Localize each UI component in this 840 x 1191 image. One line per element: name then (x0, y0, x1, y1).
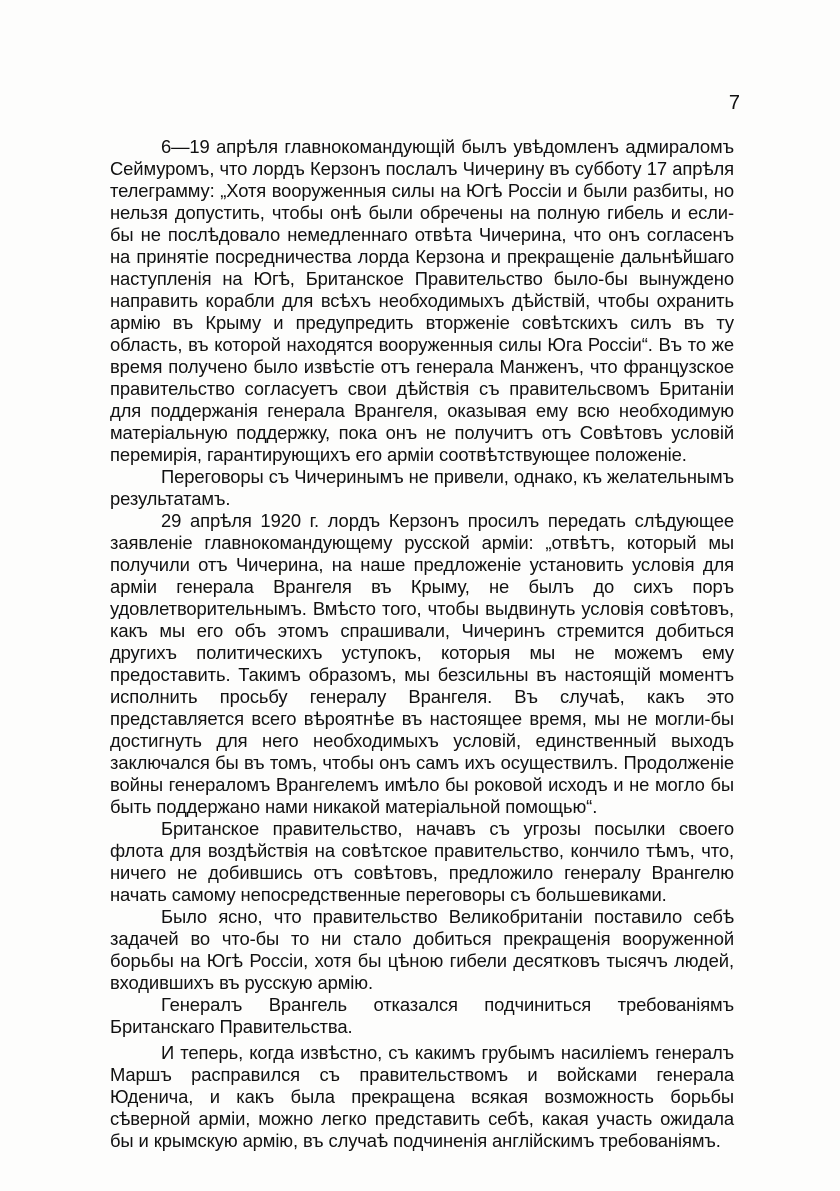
paragraph-1: 6—19 апрѣля главнокомандующій былъ увѣдомленъ адмираломъ Сеймуромъ, что лордъ Керзонъ послалъ Чичерину въ субботу 17 апрѣля телеграмму: „Хотя вооруженныя силы на Югѣ Россіи и были разбиты, но нельзя допустить, чтобы онѣ были обречены на полную гибель и если-бы не послѣдовало немедленнаго отвѣта Чичерина, что онъ согласенъ на принятіе посредничества лорда Керзона и прекращеніе дальнѣйшаго наступленія на Югѣ, Британское Правительство было-бы вынуждено направить корабли для всѣхъ необходимыхъ дѣйствій, чтобы охранить армію въ Крыму и предупредить вторженіе совѣтскихъ силъ въ ту область, въ которой находятся вооруженныя силы Юга Россіи“. Въ то же время получено было извѣстіе отъ генерала Манженъ, что французское правительство согласуетъ свои дѣйствія съ правительсвомъ Британіи для поддержанія генерала Врангеля, оказывая ему всю необходимую матеріальную поддержку, пока онъ не получитъ отъ Совѣтовъ условій перемирія, гарантирующихъ его арміи соотвѣтствующее положеніе. (110, 136, 734, 465)
body-text (110, 136, 734, 1152)
paragraph-4: Британское правительство, начавъ съ угрозы посылки своего флота для воздѣйствія на совѣтское правительство, кончило тѣмъ, что, ничего не добившись отъ совѣтовъ, предложило генералу Врангелю начать самому непосредственные переговоры съ большевиками. (110, 818, 734, 905)
page-number: 7 (728, 92, 740, 114)
paragraph-2: Переговоры съ Чичеринымъ не привели, однако, къ желательнымъ результатамъ. (110, 466, 734, 509)
paragraph-7: И теперь, когда извѣстно, съ какимъ грубымъ насиліемъ генералъ Маршъ расправился съ правительствомъ и войсками генерала Юденича, и какъ была прекращена всякая возможность борьбы сѣверной арміи, можно легко представить себѣ, какая участь ожидала бы и крымскую армію, въ случаѣ подчиненія англійскимъ требованіямъ. (110, 1042, 734, 1151)
paragraph-3: 29 апрѣля 1920 г. лордъ Керзонъ просилъ передать слѣдующее заявленіе главнокомандующему русской арміи: „отвѣтъ, который мы получили отъ Чичерина, на наше предложеніе установить условія для арміи генерала Врангеля въ Крыму, не былъ до сихъ поръ удовлетворительнымъ. Вмѣсто того, чтобы выдвинуть условія совѣтовъ, какъ мы его объ этомъ спрашивали, Чичеринъ стремится добиться другихъ политическихъ уступокъ, которыя мы не можемъ ему предоставить. Такимъ образомъ, мы безсильны въ настоящій моментъ исполнить просьбу генералу Врангеля. Въ случаѣ, какъ это представляется всего вѣроятнѣе въ настоящее время, мы не могли-бы достигнуть для него необходимыхъ условій, единственный выходъ заключался бы въ томъ, чтобы онъ самъ ихъ осуществилъ. Продолженіе войны генераломъ Врангелемъ имѣло бы роковой исходъ и не могло бы быть поддержано нами никакой матеріальной помощью“. (110, 510, 734, 817)
paragraph-5: Было ясно, что правительство Великобританіи поставило себѣ задачей во что-бы то ни стало добиться прекращенія вооруженной борьбы на Югѣ Россіи, хотя бы цѣною гибели десятковъ тысячъ людей, входившихъ въ русскую армію. (110, 906, 734, 993)
paragraph-6: Генералъ Врангель отказался подчиниться требованіямъ Британскаго Правительства. (110, 994, 734, 1037)
